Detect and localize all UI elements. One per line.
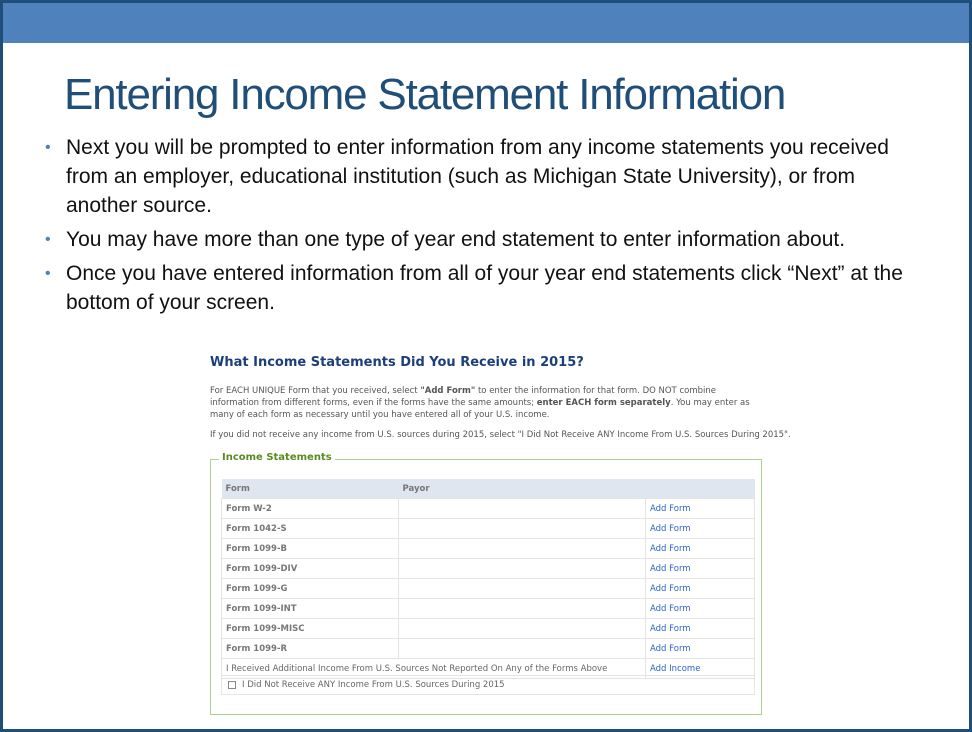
add-income-link[interactable]: Add Income (646, 659, 755, 679)
form-name: Form 1099-MISC (222, 619, 399, 639)
form-name: Form W-2 (222, 499, 399, 519)
add-form-link[interactable]: Add Form (646, 619, 755, 639)
add-form-link[interactable]: Add Form (646, 559, 755, 579)
table-row (222, 579, 755, 599)
embedded-screenshot (210, 355, 791, 720)
bullet-icon: • (45, 265, 51, 282)
instructions-text: For EACH UNIQUE Form that you received, select "Add Form" to enter the information for that form. DO NOT combine information from different forms, even if the forms have the same amounts; enter EACH form separately. You may enter as many of each form as necessary until you have entered all of your U.S. income. (210, 386, 750, 420)
table-row (222, 519, 755, 539)
payor-cell (399, 559, 646, 579)
payor-cell (399, 599, 646, 619)
table-row (222, 599, 755, 619)
payor-cell (399, 579, 646, 599)
note-text: If you did not receive any income from U.S. sources during 2015, select "I Did Not Receive ANY Income From U.S. Sources During 2015". (210, 430, 791, 440)
section-label: Income Statements (219, 452, 335, 463)
column-header-form: Form (222, 479, 399, 499)
column-header-action (646, 479, 755, 499)
form-name: Form 1099-INT (222, 599, 399, 619)
form-name: Form 1099-B (222, 539, 399, 559)
bullet-item: • You may have more than one type of year end statement to enter information about. (44, 225, 924, 254)
column-header-payor: Payor (399, 479, 646, 499)
payor-cell (399, 619, 646, 639)
form-name: Form 1042-S (222, 519, 399, 539)
slide-title: Entering Income Statement Information (64, 70, 786, 119)
table-row (222, 559, 755, 579)
no-income-checkbox-label: I Did Not Receive ANY Income From U.S. Sources During 2015 (242, 680, 505, 690)
add-form-link[interactable]: Add Form (646, 639, 755, 659)
table-header-row (222, 479, 755, 499)
table-row (222, 619, 755, 639)
add-form-link[interactable]: Add Form (646, 599, 755, 619)
table-row (222, 499, 755, 519)
payor-cell (399, 539, 646, 559)
table-row (222, 539, 755, 559)
no-income-checkbox[interactable] (228, 681, 236, 689)
form-name: Form 1099-G (222, 579, 399, 599)
slide-header-bar (3, 3, 969, 43)
add-form-link[interactable]: Add Form (646, 579, 755, 599)
no-income-row (221, 675, 755, 695)
bullet-item: • Next you will be prompted to enter information from any income statements you received from an employer, educational institution (such as Michigan State University), or from another source. (44, 133, 924, 220)
income-statements-fieldset (210, 452, 762, 715)
income-statements-table (221, 479, 755, 679)
payor-cell (399, 499, 646, 519)
screenshot-heading: What Income Statements Did You Receive in 2015? (210, 355, 584, 370)
form-name: Form 1099-R (222, 639, 399, 659)
additional-income-label: I Received Additional Income From U.S. Sources Not Reported On Any of the Forms Above (222, 659, 646, 679)
payor-cell (399, 519, 646, 539)
bullet-icon: • (45, 231, 51, 248)
bullet-icon: • (45, 139, 51, 156)
bullet-item: • Once you have entered information from all of your year end statements click “Next” at the bottom of your screen. (44, 259, 924, 317)
table-row (222, 639, 755, 659)
bullet-list (44, 133, 924, 322)
add-form-link[interactable]: Add Form (646, 539, 755, 559)
add-form-link[interactable]: Add Form (646, 519, 755, 539)
add-form-link[interactable]: Add Form (646, 499, 755, 519)
form-name: Form 1099-DIV (222, 559, 399, 579)
payor-cell (399, 639, 646, 659)
